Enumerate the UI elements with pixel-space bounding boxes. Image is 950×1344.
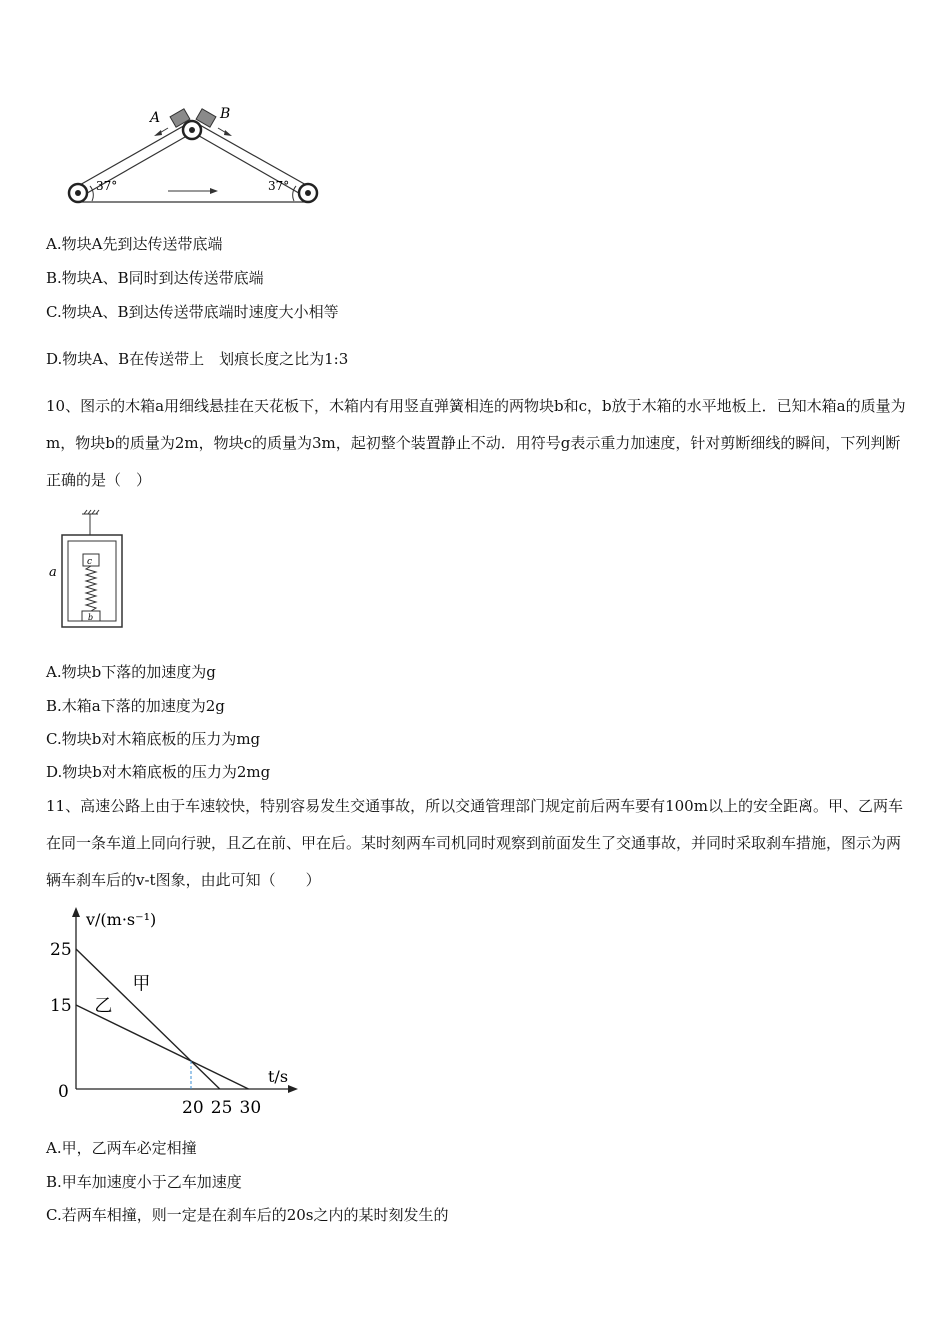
x-axis-label: t/s xyxy=(268,1067,289,1086)
q10-option-d-text: 物块b对木箱底板的压力为2mg xyxy=(62,763,271,781)
q9-option-b-text: 物块A、B同时到达传送带底端 xyxy=(61,269,264,287)
series-line-yi xyxy=(76,1005,249,1089)
y-tick-25: 25 xyxy=(50,940,72,960)
q10-option-a-text: 物块b下落的加速度为g xyxy=(61,663,216,681)
q9-option-d-text: 物块A、B在传送带上 划痕长度之比为1:3 xyxy=(62,350,349,368)
x-tick-20: 20 xyxy=(182,1098,204,1118)
q10-option-b[interactable]: B.木箱a下落的加速度为2g xyxy=(46,697,225,715)
label-a: A xyxy=(150,110,161,126)
q11-option-a-text: 甲，乙两车必定相撞 xyxy=(61,1139,197,1157)
series-label-yi: 乙 xyxy=(94,995,113,1017)
angle-left: 37° xyxy=(96,179,118,193)
label-c: c xyxy=(87,557,93,567)
top-pulley xyxy=(183,121,201,139)
angle-right: 37° xyxy=(268,179,290,193)
q9-option-c[interactable]: C.物块A、B到达传送带底端时速度大小相等 xyxy=(46,303,339,321)
q9-option-b[interactable]: B.物块A、B同时到达传送带底端 xyxy=(46,269,264,287)
q11-stem: 11、高速公路上由于车速较快，特别容易发生交通事故，所以交通管理部门规定前后两车要有100m以上的安全距离。甲、乙两车在同一条车道上同向行驶，且乙在前、甲在后。某时刻两车司机同时观察到前面发生了交通事故，并同时采取刹车措施，图示为两辆车刹车后的v-t图象，由此可知（ ） xyxy=(46,797,903,889)
vt-graph xyxy=(46,905,306,1120)
q10-option-d[interactable]: D.物块b对木箱底板的压力为2mg xyxy=(46,763,271,781)
y-tick-15: 15 xyxy=(50,996,72,1016)
spring xyxy=(86,566,96,611)
y-axis-label: v/(m·s⁻¹) xyxy=(86,910,157,929)
q10-option-b-text: 木箱a下落的加速度为2g xyxy=(61,697,225,715)
q10-stem: 10、图示的木箱a用细线悬挂在天花板下，木箱内有用竖直弹簧相连的两物块b和c，b放于木箱的水平地板上．已知木箱a的质量为m，物块b的质量为2m，物块c的质量为3m，起初整个装置静止不动．用符号g表示重力加速度，针对剪断细线的瞬间，下列判断正确的是（ ） xyxy=(46,397,906,489)
x-tick-30: 30 xyxy=(239,1098,262,1118)
q10-option-c[interactable]: C.物块b对木箱底板的压力为mg xyxy=(46,730,261,748)
q11-option-c-text: 若两车相撞，则一定是在刹车后的20s之内的某时刻发生的 xyxy=(61,1206,449,1224)
origin-label: 0 xyxy=(58,1082,69,1102)
series-label-jia: 甲 xyxy=(132,973,151,995)
series-line-jia xyxy=(76,949,220,1089)
label-a-box: a xyxy=(49,565,57,580)
q11-option-b-text: 甲车加速度小于乙车加速度 xyxy=(61,1173,242,1191)
q11-option-c[interactable]: C.若两车相撞，则一定是在刹车后的20s之内的某时刻发生的 xyxy=(46,1206,449,1224)
conveyor-belt-figure xyxy=(60,100,330,218)
q9-option-c-text: 物块A、B到达传送带底端时速度大小相等 xyxy=(61,303,339,321)
q10-option-c-text: 物块b对木箱底板的压力为mg xyxy=(61,730,261,748)
right-pulley xyxy=(299,184,317,202)
q11-option-a[interactable]: A.甲，乙两车必定相撞 xyxy=(46,1139,197,1157)
x-tick-25: 25 xyxy=(210,1098,233,1118)
wooden-box-figure xyxy=(46,508,128,630)
left-pulley xyxy=(69,184,87,202)
q10-option-a[interactable]: A.物块b下落的加速度为g xyxy=(46,663,216,681)
label-b-small: b xyxy=(88,613,94,622)
label-b: B xyxy=(220,106,231,122)
q9-option-a-text: 物块A先到达传送带底端 xyxy=(61,235,223,253)
q11-option-b[interactable]: B.甲车加速度小于乙车加速度 xyxy=(46,1173,242,1191)
q9-option-a[interactable]: A.物块A先到达传送带底端 xyxy=(46,235,223,253)
q9-option-d[interactable]: D.物块A、B在传送带上 划痕长度之比为1:3 xyxy=(46,350,349,368)
